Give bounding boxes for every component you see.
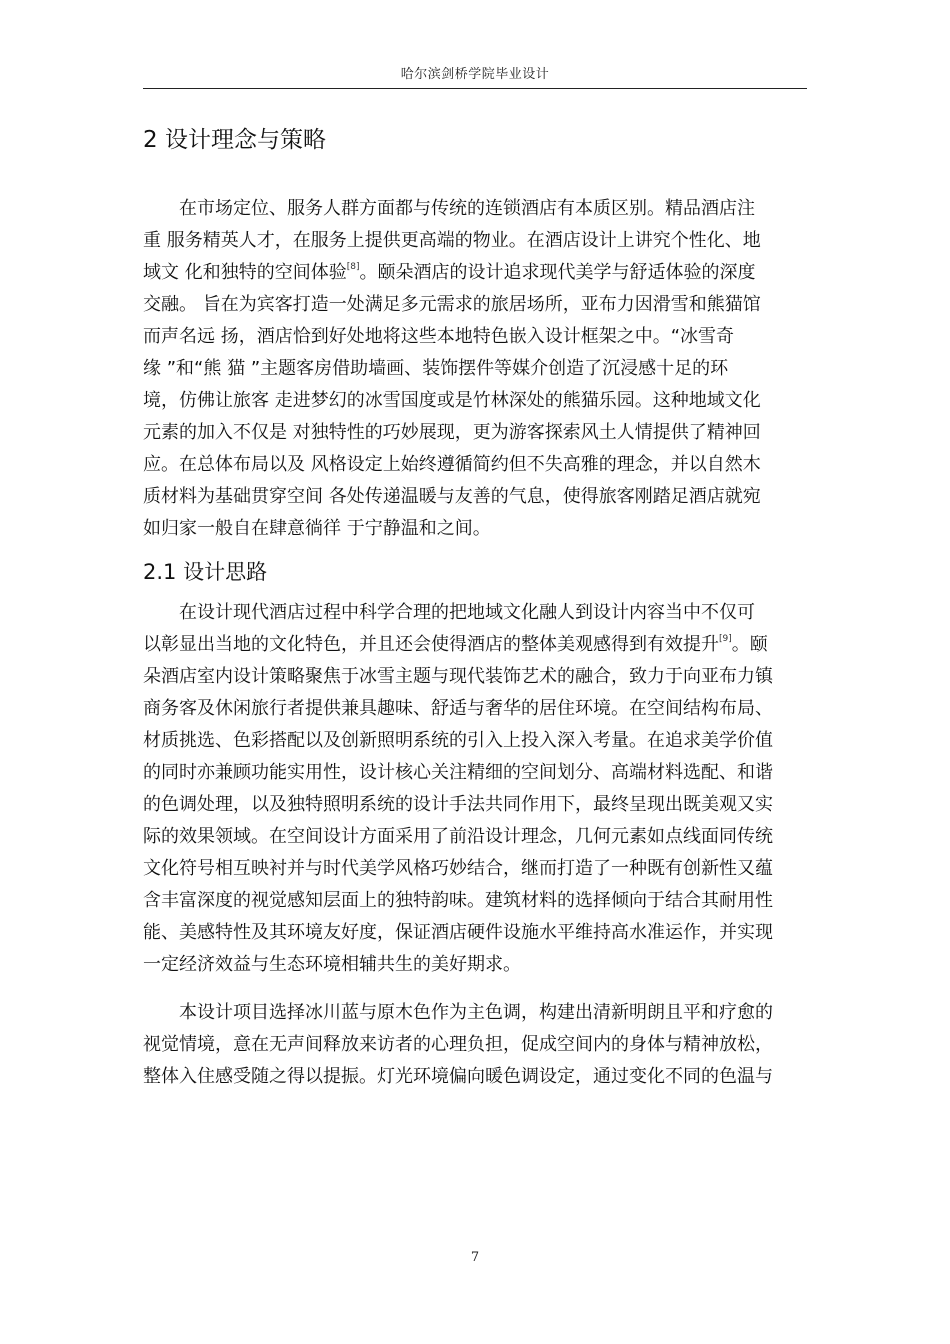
- paragraph-line: 的色调处理，以及独特照明系统的设计手法共同作用下，最终呈现出既美观又实: [143, 794, 773, 815]
- paragraph-line-text: 。颐: [731, 634, 768, 655]
- page-header-title: 哈尔滨剑桥学院毕业设计: [400, 67, 550, 82]
- paragraph-line: 文化符号相互映衬并与时代美学风格巧妙结合，继而打造了一种既有创新性又蕴: [143, 858, 773, 879]
- paragraph-line: 在市场定位、服务人群方面都与传统的连锁酒店有本质区别。精品酒店注: [143, 198, 755, 219]
- paragraph-2: [143, 597, 823, 981]
- page-header: [143, 60, 807, 89]
- paragraph-line: 应。在总体布局以及 风格设定上始终遵循简约但不失高雅的理念，并以自然木: [143, 454, 761, 475]
- paragraph-line: 商务客及休闲旅行者提供兼具趣味、舒适与奢华的居住环境。在空间结构布局、: [143, 698, 773, 719]
- paragraph-line: 的同时亦兼顾功能实用性，设计核心关注精细的空间划分、高端材料选配、和谐: [143, 762, 773, 783]
- paragraph-line: 视觉情境，意在无声间释放来访者的心理负担，促成空间内的身体与精神放松，: [143, 1034, 773, 1055]
- paragraph-line: 际的效果领域。在空间设计方面采用了前沿设计理念，几何元素如点线面同传统: [143, 826, 773, 847]
- paragraph-line-text: 。颐朵酒店的设计追求现代美学与舒适体验的深度: [359, 262, 756, 283]
- paragraph-line-text: 域文 化和独特的空间体验: [143, 262, 347, 283]
- paragraph-line: 境，仿佛让旅客 走进梦幻的冰雪国度或是竹林深处的熊猫乐园。这种地域文化: [143, 390, 761, 411]
- paragraph-line: [143, 257, 823, 289]
- section-heading: 2 设计理念与策略: [143, 127, 326, 153]
- paragraph-line: [143, 629, 823, 661]
- paragraph-line: 材质挑选、色彩搭配以及创新照明系统的引入上投入深入考量。在追求美学价值: [143, 730, 773, 751]
- paragraph-line: 而声名远 扬，酒店恰到好处地将这些本地特色嵌入设计框架之中。“冰雪奇: [143, 326, 735, 347]
- paragraph-line: 在设计现代酒店过程中科学合理的把地域文化融人到设计内容当中不仅可: [143, 602, 755, 623]
- paragraph-line: 含丰富深度的视觉感知层面上的独特韵味。建筑材料的选择倾向于结合其耐用性: [143, 890, 773, 911]
- paragraph-3: [143, 997, 823, 1093]
- paragraph-line: 整体入住感受随之得以提振。灯光环境偏向暖色调设定，通过变化不同的色温与: [143, 1066, 773, 1087]
- subsection-heading: 2.1 设计思路: [143, 560, 268, 584]
- citation-mark: [9]: [719, 634, 732, 644]
- paragraph-line: 重 服务精英人才，在服务上提供更高端的物业。在酒店设计上讲究个性化、地: [143, 230, 761, 251]
- paragraph-line: 质材料为基础贯穿空间 各处传递温暖与友善的气息，使得旅客刚踏足酒店就宛: [143, 486, 761, 507]
- page-number: 7: [470, 1250, 480, 1265]
- paragraph-line-text: 以彰显出当地的文化特色，并且还会使得酒店的整体美观感得到有效提升: [143, 634, 719, 655]
- paragraph-line: 缘 ”和“熊 猫 ”主题客房借助墙画、装饰摆件等媒介创造了沉浸感十足的环: [143, 358, 729, 379]
- paragraph-line: 元素的加入不仅是 对独特性的巧妙展现，更为游客探索风土人情提供了精神回: [143, 422, 761, 443]
- paragraph-line: 如归家一般自在肆意徜徉 于宁静温和之间。: [143, 518, 491, 539]
- paragraph-line: 本设计项目选择冰川蓝与原木色作为主色调，构建出清新明朗且平和疗愈的: [143, 1002, 773, 1023]
- paragraph-1: [143, 193, 823, 545]
- paragraph-line: 朵酒店室内设计策略聚焦于冰雪主题与现代装饰艺术的融合，致力于向亚布力镇: [143, 666, 773, 687]
- citation-mark: [8]: [346, 262, 360, 272]
- paragraph-line: 交融。 旨在为宾客打造一处满足多元需求的旅居场所，亚布力因滑雪和熊猫馆: [143, 294, 761, 315]
- paragraph-line: 能、美感特性及其环境友好度，保证酒店硬件设施水平维持高水准运作，并实现: [143, 922, 773, 943]
- paragraph-line: 一定经济效益与生态环境相辅共生的美好期求。: [143, 954, 521, 975]
